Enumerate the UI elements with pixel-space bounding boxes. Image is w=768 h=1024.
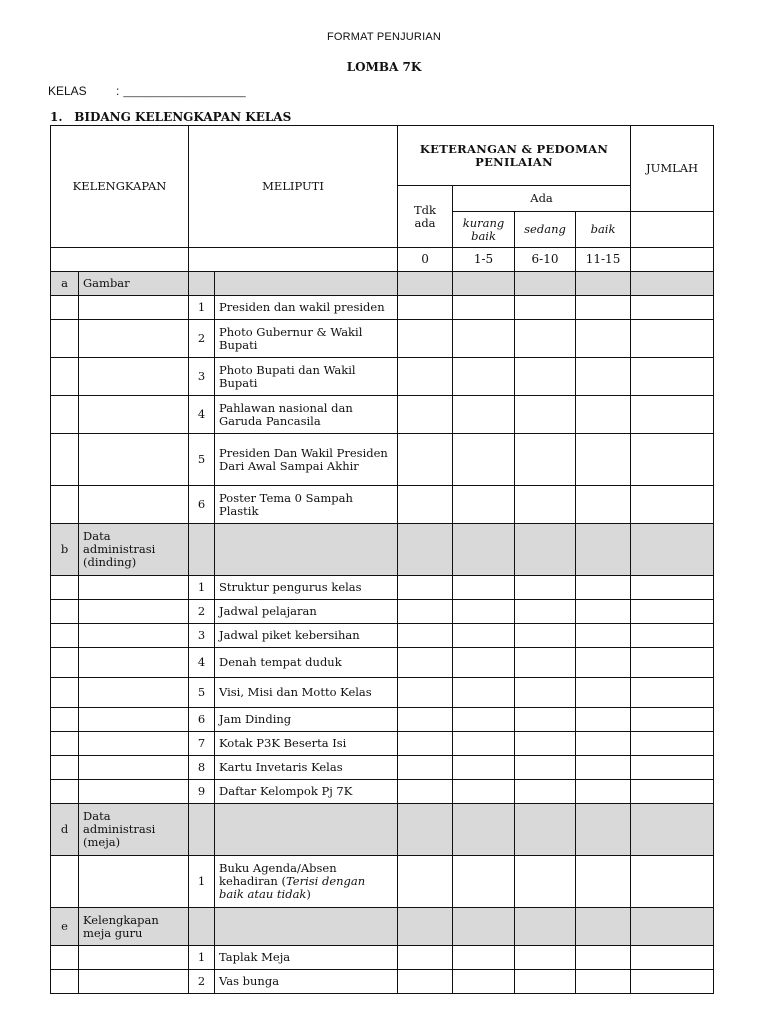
- header-jumlah-blank: [631, 212, 714, 248]
- jumlah-cell[interactable]: [631, 756, 714, 780]
- score-cell[interactable]: [453, 732, 515, 756]
- score-cell[interactable]: [576, 358, 631, 396]
- score-cell[interactable]: [398, 296, 453, 320]
- score-cell[interactable]: [576, 708, 631, 732]
- jumlah-cell[interactable]: [631, 624, 714, 648]
- item-text: Presiden dan wakil presiden: [215, 296, 398, 320]
- score-cell[interactable]: [398, 434, 453, 486]
- score-cell[interactable]: [453, 624, 515, 648]
- table-row: [51, 708, 714, 732]
- item-text: Poster Tema 0 Sampah Plastik: [215, 486, 398, 524]
- table-row: [51, 296, 714, 320]
- score-cell[interactable]: [398, 396, 453, 434]
- jumlah-cell[interactable]: [631, 576, 714, 600]
- score-cell[interactable]: [453, 434, 515, 486]
- header-meliputi: MELIPUTI: [189, 126, 398, 248]
- score-cell[interactable]: [398, 756, 453, 780]
- jumlah-cell[interactable]: [631, 320, 714, 358]
- score-cell[interactable]: [453, 600, 515, 624]
- item-text: Jadwal piket kebersihan: [215, 624, 398, 648]
- item-number: 1: [189, 296, 215, 320]
- item-number: 2: [189, 320, 215, 358]
- table-row: [51, 434, 714, 486]
- group-title: Kelengkapan meja guru: [79, 908, 189, 946]
- item-number: 9: [189, 780, 215, 804]
- group-row: [51, 524, 714, 576]
- score-cell[interactable]: [398, 708, 453, 732]
- score-cell[interactable]: [576, 624, 631, 648]
- jumlah-cell[interactable]: [631, 486, 714, 524]
- item-number: 5: [189, 678, 215, 708]
- table-row: [51, 358, 714, 396]
- table-row: [51, 780, 714, 804]
- score-sedang: 6-10: [515, 248, 576, 272]
- score-cell[interactable]: [453, 946, 515, 970]
- score-cell[interactable]: [515, 970, 576, 994]
- score-cell[interactable]: [515, 732, 576, 756]
- score-cell[interactable]: [398, 856, 453, 908]
- score-jumlah-blank: [631, 248, 714, 272]
- table-row: [51, 970, 714, 994]
- kelas-colon: :: [116, 84, 120, 98]
- score-cell[interactable]: [453, 780, 515, 804]
- table-row: [51, 756, 714, 780]
- score-cell[interactable]: [453, 756, 515, 780]
- item-number: 1: [189, 856, 215, 908]
- jumlah-cell[interactable]: [631, 970, 714, 994]
- score-cell[interactable]: [576, 780, 631, 804]
- score-cell[interactable]: [515, 320, 576, 358]
- score-cell[interactable]: [398, 780, 453, 804]
- jumlah-cell[interactable]: [631, 296, 714, 320]
- item-number: 3: [189, 358, 215, 396]
- group-title: Data administrasi (meja): [79, 804, 189, 856]
- score-cell[interactable]: [453, 970, 515, 994]
- score-cell[interactable]: [453, 856, 515, 908]
- item-text: Photo Bupati dan Wakil Bupati: [215, 358, 398, 396]
- score-cell[interactable]: [515, 856, 576, 908]
- score-cell[interactable]: [576, 486, 631, 524]
- score-cell[interactable]: [398, 320, 453, 358]
- score-cell[interactable]: [515, 296, 576, 320]
- table-row: [51, 732, 714, 756]
- jumlah-cell[interactable]: [631, 648, 714, 678]
- score-cell[interactable]: [576, 576, 631, 600]
- item-text-italic: Terisi dengan baik atau tidak: [219, 874, 366, 901]
- score-cell[interactable]: [398, 576, 453, 600]
- score-cell[interactable]: [576, 600, 631, 624]
- table-row: [51, 648, 714, 678]
- item-text: Presiden Dan Wakil Presiden Dari Awal Sampai Akhir: [215, 434, 398, 486]
- score-cell[interactable]: [453, 320, 515, 358]
- item-text-main: Buku Agenda/Absen kehadiran (: [219, 861, 337, 888]
- group-row: [51, 272, 714, 296]
- item-text: Vas bunga: [215, 970, 398, 994]
- group-row: [51, 908, 714, 946]
- header-jumlah: JUMLAH: [631, 126, 714, 212]
- score-cell[interactable]: [453, 678, 515, 708]
- table-row: [51, 396, 714, 434]
- score-cell[interactable]: [515, 486, 576, 524]
- score-blank-2: [189, 248, 398, 272]
- header-tdk-ada: Tdk ada: [398, 186, 453, 248]
- score-cell[interactable]: [576, 678, 631, 708]
- item-text-after: ): [306, 887, 311, 901]
- score-cell[interactable]: [453, 296, 515, 320]
- score-cell[interactable]: [398, 678, 453, 708]
- score-cell[interactable]: [515, 678, 576, 708]
- score-cell[interactable]: [576, 396, 631, 434]
- score-cell[interactable]: [515, 624, 576, 648]
- group-row: [51, 804, 714, 856]
- score-cell[interactable]: [515, 780, 576, 804]
- score-cell[interactable]: [515, 396, 576, 434]
- kelas-blank-line[interactable]: ______________________: [123, 87, 246, 98]
- score-cell[interactable]: [576, 970, 631, 994]
- item-text: [215, 856, 398, 908]
- item-number: 5: [189, 434, 215, 486]
- score-cell[interactable]: [398, 358, 453, 396]
- section-number: 1.: [50, 110, 63, 124]
- header-keterangan: KETERANGAN & PEDOMAN PENILAIAN: [398, 126, 631, 186]
- group-letter: a: [51, 272, 79, 296]
- item-number: 6: [189, 708, 215, 732]
- score-baik: 11-15: [576, 248, 631, 272]
- jumlah-cell[interactable]: [631, 732, 714, 756]
- score-cell[interactable]: [398, 600, 453, 624]
- jumlah-cell[interactable]: [631, 434, 714, 486]
- score-cell[interactable]: [398, 648, 453, 678]
- item-number: 4: [189, 648, 215, 678]
- score-cell[interactable]: [398, 486, 453, 524]
- score-cell[interactable]: [576, 946, 631, 970]
- item-text: Struktur pengurus kelas: [215, 576, 398, 600]
- item-number: 7: [189, 732, 215, 756]
- jumlah-cell[interactable]: [631, 678, 714, 708]
- item-number: 2: [189, 970, 215, 994]
- score-cell[interactable]: [453, 396, 515, 434]
- score-cell[interactable]: [576, 756, 631, 780]
- assessment-table: [50, 125, 714, 994]
- score-cell[interactable]: [576, 296, 631, 320]
- score-cell[interactable]: [515, 756, 576, 780]
- score-blank-1: [51, 248, 189, 272]
- item-text: Taplak Meja: [215, 946, 398, 970]
- table-row: [51, 946, 714, 970]
- group-letter: b: [51, 524, 79, 576]
- score-cell[interactable]: [453, 648, 515, 678]
- group-letter: e: [51, 908, 79, 946]
- score-cell[interactable]: [515, 434, 576, 486]
- jumlah-cell[interactable]: [631, 780, 714, 804]
- header-kelengkapan: KELENGKAPAN: [51, 126, 189, 248]
- score-cell[interactable]: [515, 946, 576, 970]
- table-row: [51, 624, 714, 648]
- table-row: [51, 678, 714, 708]
- section-title: BIDANG KELENGKAPAN KELAS: [74, 110, 292, 124]
- jumlah-cell[interactable]: [631, 396, 714, 434]
- kelas-field: [48, 84, 246, 98]
- score-cell[interactable]: [515, 358, 576, 396]
- document-title: FORMAT PENJURIAN: [326, 31, 442, 43]
- table-row: [51, 576, 714, 600]
- table-row: [51, 856, 714, 908]
- document-subtitle: LOMBA 7K: [346, 60, 422, 74]
- item-number: 1: [189, 946, 215, 970]
- group-title: Gambar: [79, 272, 189, 296]
- item-number: 2: [189, 600, 215, 624]
- item-text: Kartu Invetaris Kelas: [215, 756, 398, 780]
- score-cell[interactable]: [453, 708, 515, 732]
- score-cell[interactable]: [453, 358, 515, 396]
- item-text: Denah tempat duduk: [215, 648, 398, 678]
- item-text: Pahlawan nasional dan Garuda Pancasila: [215, 396, 398, 434]
- score-cell[interactable]: [453, 486, 515, 524]
- jumlah-cell[interactable]: [631, 708, 714, 732]
- score-cell[interactable]: [398, 970, 453, 994]
- header-baik: baik: [576, 212, 631, 248]
- item-text: Kotak P3K Beserta Isi: [215, 732, 398, 756]
- score-tdk-ada: 0: [398, 248, 453, 272]
- jumlah-cell[interactable]: [631, 946, 714, 970]
- score-cell[interactable]: [515, 600, 576, 624]
- item-number: 8: [189, 756, 215, 780]
- item-number: 4: [189, 396, 215, 434]
- item-text: Daftar Kelompok Pj 7K: [215, 780, 398, 804]
- table-row: [51, 320, 714, 358]
- score-cell[interactable]: [576, 856, 631, 908]
- score-cell[interactable]: [453, 576, 515, 600]
- kelas-label: KELAS: [48, 84, 87, 98]
- score-cell[interactable]: [576, 434, 631, 486]
- score-cell[interactable]: [576, 320, 631, 358]
- score-cell[interactable]: [576, 648, 631, 678]
- jumlah-cell[interactable]: [631, 358, 714, 396]
- table-row: [51, 600, 714, 624]
- jumlah-cell[interactable]: [631, 600, 714, 624]
- header-ada: Ada: [453, 186, 631, 212]
- item-text: Photo Gubernur & Wakil Bupati: [215, 320, 398, 358]
- header-kurang-baik: kurang baik: [453, 212, 515, 248]
- item-number: 6: [189, 486, 215, 524]
- item-number: 3: [189, 624, 215, 648]
- score-cell[interactable]: [515, 708, 576, 732]
- score-cell[interactable]: [515, 576, 576, 600]
- item-number: 1: [189, 576, 215, 600]
- score-cell[interactable]: [576, 732, 631, 756]
- jumlah-cell[interactable]: [631, 856, 714, 908]
- item-text: Visi, Misi dan Motto Kelas: [215, 678, 398, 708]
- group-title: Data administrasi (dinding): [79, 524, 189, 576]
- item-text: Jam Dinding: [215, 708, 398, 732]
- score-cell[interactable]: [515, 648, 576, 678]
- score-cell[interactable]: [398, 624, 453, 648]
- group-letter: d: [51, 804, 79, 856]
- score-kurang-baik: 1-5: [453, 248, 515, 272]
- section-heading: [50, 110, 291, 124]
- score-cell[interactable]: [398, 946, 453, 970]
- score-cell[interactable]: [398, 732, 453, 756]
- table-row: [51, 486, 714, 524]
- header-sedang: sedang: [515, 212, 576, 248]
- item-text: Jadwal pelajaran: [215, 600, 398, 624]
